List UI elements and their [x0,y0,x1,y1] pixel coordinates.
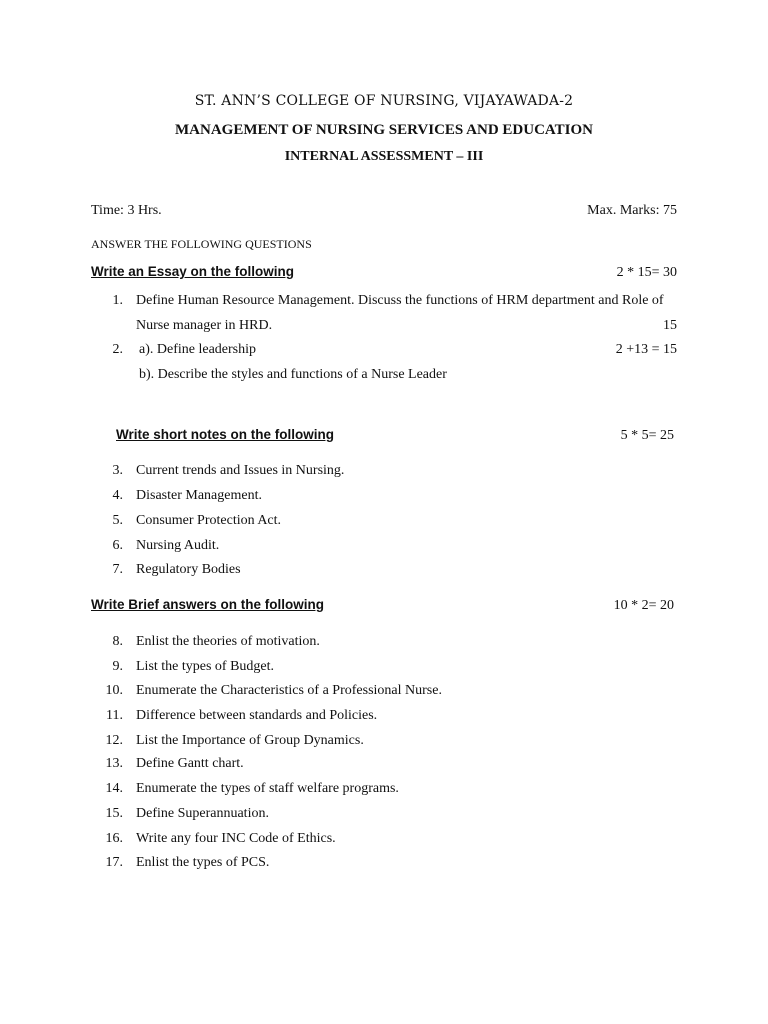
list-item: Enlist the theories of motivation. [136,634,320,649]
question-number: 2. [112,342,123,357]
list-item: Enumerate the Characteristics of a Professional Nurse. [136,683,442,698]
list-item: Regulatory Bodies [136,562,241,577]
list-item: Nursing Audit. [136,538,220,553]
question-number: 1. [112,293,123,308]
list-item: Enlist the types of PCS. [136,855,270,870]
list-item: List the Importance of Group Dynamics. [136,733,364,748]
instruction: ANSWER THE FOLLOWING QUESTIONS [91,237,312,251]
section1-marks: 2 * 15= 30 [616,265,677,280]
list-item: Current trends and Issues in Nursing. [136,463,345,478]
question-text: Nurse manager in HRD. [136,318,273,333]
list-item-number: 17. [105,855,123,870]
max-marks-label: Max. Marks: 75 [587,203,677,218]
subject-title: MANAGEMENT OF NURSING SERVICES AND EDUCATION [175,122,593,138]
list-item-number: 9. [112,659,123,674]
list-item-number: 7. [112,562,123,577]
list-item-number: 13. [105,756,123,771]
question-marks: 15 [663,318,677,333]
list-item-number: 10. [105,683,123,698]
list-item: Enumerate the types of staff welfare programs. [136,781,399,796]
list-item-number: 12. [105,733,123,748]
time-label: Time: 3 Hrs. [91,203,162,218]
list-item-number: 14. [105,781,123,796]
college-name: ST. ANN’S COLLEGE OF NURSING, VIJAYAWADA-2 [194,93,574,109]
list-item: Difference between standards and Policies. [136,708,378,723]
question-text: Define Human Resource Management. Discuss the functions of HRM department and Role of [136,293,664,308]
list-item-number: 15. [105,806,123,821]
list-item-number: 16. [105,831,123,846]
question-text: a). Define leadership [139,342,256,357]
section2-title: Write short notes on the following [116,427,334,442]
list-item: Consumer Protection Act. [136,513,282,528]
question-marks: 2 +13 = 15 [615,342,677,357]
list-item: Define Superannuation. [136,806,269,821]
list-item-number: 4. [112,488,123,503]
exam-title: INTERNAL ASSESSMENT – III [284,149,484,164]
list-item-number: 3. [112,463,123,478]
question-text: b). Describe the styles and functions of a Nurse Leader [139,367,447,382]
list-item: Define Gantt chart. [136,756,244,771]
section3-marks: 10 * 2= 20 [613,598,674,613]
list-item-number: 11. [106,708,123,723]
list-item-number: 6. [112,538,123,553]
list-item: Write any four INC Code of Ethics. [136,831,336,846]
list-item: Disaster Management. [136,488,262,503]
list-item-number: 8. [112,634,123,649]
list-item-number: 5. [112,513,123,528]
section1-title: Write an Essay on the following [91,264,295,279]
section2-marks: 5 * 5= 25 [620,428,674,443]
section3-title: Write Brief answers on the following [91,597,325,612]
list-item: List the types of Budget. [136,659,275,674]
